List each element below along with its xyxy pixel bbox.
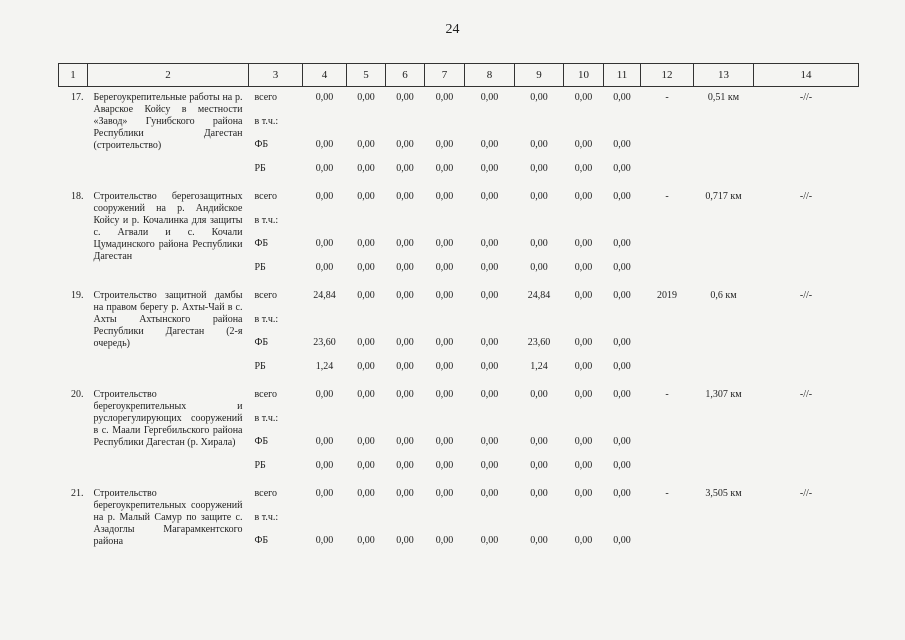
- value-cell: 0,00: [530, 92, 548, 103]
- value-cell: 0,00: [315, 488, 334, 499]
- value-cell: [303, 116, 347, 140]
- funding-source-label: ФБ: [254, 238, 269, 249]
- value-cell: [515, 512, 564, 536]
- value-column-5: [347, 87, 386, 187]
- value-cell: 0,00: [574, 360, 593, 372]
- value-cell: [386, 512, 425, 536]
- value-cell: [515, 314, 564, 338]
- header-cell-6: 6: [386, 64, 425, 87]
- completion-year: -: [665, 389, 669, 400]
- value-cell: 0,00: [435, 488, 454, 499]
- value-cell: [425, 215, 465, 239]
- header-cell-13: 13: [694, 64, 754, 87]
- value-column-9: [515, 87, 564, 187]
- object-name: Берегоукрепительные работы на р. Аварское Койсу в местности «Завод» Гунибского района Республики Дагестан (строительство): [93, 92, 243, 151]
- value-column-9: [515, 384, 564, 483]
- funding-source-label: РБ: [254, 162, 266, 174]
- value-column-4: [303, 384, 347, 483]
- funding-source-labels: [249, 483, 303, 560]
- value-cell: 0,00: [396, 191, 414, 202]
- value-cell: 0,00: [396, 261, 414, 273]
- row-number: 21.: [71, 488, 84, 499]
- value-cell: 24,84: [527, 290, 551, 301]
- value-cell: [604, 215, 641, 239]
- value-cell: 0,00: [480, 389, 499, 400]
- value-cell: 0,00: [613, 459, 631, 471]
- value-cell: 23,60: [527, 337, 551, 348]
- value-cell: [386, 215, 425, 239]
- value-cell: 0,00: [613, 92, 631, 103]
- funding-source-label: в т.ч.:: [254, 412, 279, 424]
- value-cell: 0,00: [396, 488, 414, 499]
- value-cell: 0,00: [530, 535, 548, 546]
- funding-source-label: в т.ч.:: [254, 115, 279, 127]
- value-cell: 0,00: [315, 389, 334, 400]
- note: -//-: [799, 191, 813, 202]
- value-cell: 0,00: [396, 535, 414, 546]
- value-cell: [604, 116, 641, 140]
- value-cell: [465, 215, 515, 239]
- funding-source-label: в т.ч.:: [254, 214, 279, 226]
- header-row: [59, 64, 859, 87]
- value-column-5: [347, 384, 386, 483]
- page-number: 24: [445, 22, 460, 37]
- value-cell: [465, 413, 515, 437]
- value-cell: [604, 314, 641, 338]
- header-cell-10: 10: [564, 64, 604, 87]
- value-cell: 0,00: [574, 139, 593, 150]
- value-cell: 0,00: [574, 488, 593, 499]
- value-cell: 0,00: [530, 261, 548, 273]
- value-cell: [347, 215, 386, 239]
- value-column-9: [515, 186, 564, 285]
- value-cell: 0,00: [435, 459, 454, 471]
- value-cell: [303, 512, 347, 536]
- value-cell: 0,00: [480, 191, 499, 202]
- value-cell: 0,00: [396, 360, 414, 372]
- value-cell: 0,00: [574, 162, 593, 174]
- funding-source-label: РБ: [254, 459, 266, 471]
- value-cell: 0,00: [435, 191, 454, 202]
- value-cell: [564, 512, 604, 536]
- capacity: 1,307 км: [705, 389, 742, 400]
- value-cell: 0,00: [435, 261, 454, 273]
- value-column-4: [303, 186, 347, 285]
- value-cell: 24,84: [313, 290, 336, 301]
- value-column-6: [386, 285, 425, 384]
- value-column-6: [386, 186, 425, 285]
- value-cell: [564, 116, 604, 140]
- value-cell: 0,00: [396, 337, 414, 348]
- value-cell: [386, 116, 425, 140]
- value-column-11: [604, 483, 641, 560]
- value-cell: [347, 116, 386, 140]
- value-column-9: [515, 285, 564, 384]
- funding-source-label: всего: [254, 92, 278, 103]
- value-cell: 23,60: [313, 337, 336, 348]
- value-cell: [465, 116, 515, 140]
- value-cell: 0,00: [613, 337, 631, 348]
- table-body: [59, 87, 859, 561]
- value-cell: 0,00: [396, 92, 414, 103]
- value-column-10: [564, 285, 604, 384]
- funding-source-label: ФБ: [254, 436, 269, 447]
- value-cell: 0,00: [613, 535, 631, 546]
- funding-source-labels: [249, 285, 303, 384]
- row-number: 20.: [71, 389, 84, 400]
- value-column-5: [347, 285, 386, 384]
- value-cell: 0,00: [574, 238, 593, 249]
- value-cell: 0,00: [613, 389, 631, 400]
- object-name: Строительство берегозащитных сооружений на р. Андийское Койсу и р. Кочалинка для защиты с. Агвали и с. Кочали Цумадинского района Республики Дагестан: [93, 191, 243, 262]
- value-cell: 0,00: [574, 261, 593, 273]
- object-name: Строительство берегоукрепительных и руслорегулирующих сооружений в с. Маали Гергебильского района Республики Дагестан (р. Хирала): [93, 389, 243, 448]
- value-cell: 0,00: [357, 261, 375, 273]
- header-cell-7: 7: [425, 64, 465, 87]
- value-cell: 0,00: [480, 238, 499, 249]
- value-column-7: [425, 186, 465, 285]
- funding-source-labels: [249, 384, 303, 483]
- table-row: [59, 87, 859, 187]
- funding-source-label: РБ: [254, 360, 266, 372]
- budget-table-container: [58, 63, 858, 560]
- value-cell: 0,00: [480, 337, 499, 348]
- value-cell: 0,00: [357, 459, 375, 471]
- value-cell: [465, 512, 515, 536]
- value-cell: 0,00: [435, 337, 454, 348]
- value-cell: 1,24: [315, 360, 334, 372]
- value-column-10: [564, 384, 604, 483]
- value-cell: 0,00: [574, 337, 593, 348]
- value-cell: 0,00: [613, 436, 631, 447]
- value-cell: 0,00: [357, 238, 375, 249]
- value-column-11: [604, 285, 641, 384]
- row-number: 17.: [71, 92, 84, 103]
- value-column-8: [465, 186, 515, 285]
- header-cell-3: 3: [249, 64, 303, 87]
- value-cell: [604, 413, 641, 437]
- table-header: [59, 64, 859, 87]
- object-name: Строительство берегоукрепительных сооружений на р. Малый Самур по защите с. Азадоглы Магарамкентского района: [93, 488, 243, 547]
- value-column-6: [386, 483, 425, 560]
- value-cell: 0,00: [435, 535, 454, 546]
- value-cell: 0,00: [435, 290, 454, 301]
- value-cell: 0,00: [396, 139, 414, 150]
- value-cell: 0,00: [435, 360, 454, 372]
- value-column-6: [386, 384, 425, 483]
- funding-source-labels: [249, 186, 303, 285]
- funding-source-label: всего: [254, 290, 278, 301]
- value-cell: [347, 512, 386, 536]
- value-cell: [303, 413, 347, 437]
- funding-source-label: РБ: [254, 261, 266, 273]
- capacity: 0,51 км: [707, 92, 740, 103]
- capacity: 0,6 км: [710, 290, 737, 301]
- value-cell: [465, 314, 515, 338]
- value-column-10: [564, 483, 604, 560]
- value-cell: [303, 314, 347, 338]
- value-cell: 0,00: [613, 261, 631, 273]
- value-cell: 0,00: [396, 238, 414, 249]
- value-column-11: [604, 186, 641, 285]
- value-cell: 0,00: [315, 535, 334, 546]
- value-cell: 0,00: [435, 92, 454, 103]
- value-column-5: [347, 483, 386, 560]
- value-cell: [425, 314, 465, 338]
- completion-year: 2019: [657, 290, 677, 301]
- value-cell: 0,00: [574, 92, 593, 103]
- value-cell: 0,00: [315, 92, 334, 103]
- value-cell: 0,00: [357, 92, 375, 103]
- value-column-8: [465, 483, 515, 560]
- value-cell: 0,00: [530, 436, 548, 447]
- funding-source-label: всего: [254, 191, 278, 202]
- header-cell-11: 11: [604, 64, 641, 87]
- value-cell: 0,00: [480, 290, 499, 301]
- value-cell: 0,00: [530, 139, 548, 150]
- value-column-5: [347, 186, 386, 285]
- value-column-7: [425, 483, 465, 560]
- value-cell: [564, 314, 604, 338]
- header-cell-1: 1: [59, 64, 88, 87]
- value-column-4: [303, 87, 347, 187]
- value-cell: 0,00: [357, 162, 375, 174]
- note: -//-: [799, 92, 813, 103]
- funding-source-label: ФБ: [254, 337, 269, 348]
- value-cell: 0,00: [480, 92, 499, 103]
- table-row: [59, 483, 859, 560]
- value-column-6: [386, 87, 425, 187]
- value-cell: 0,00: [613, 139, 631, 150]
- value-cell: 0,00: [574, 535, 593, 546]
- value-cell: 0,00: [357, 436, 375, 447]
- value-column-9: [515, 483, 564, 560]
- value-cell: 0,00: [435, 436, 454, 447]
- value-cell: [425, 413, 465, 437]
- value-cell: 0,00: [530, 238, 548, 249]
- value-cell: 0,00: [357, 139, 375, 150]
- value-cell: 0,00: [315, 162, 334, 174]
- value-cell: [303, 215, 347, 239]
- funding-source-label: в т.ч.:: [254, 313, 279, 325]
- value-cell: 0,00: [435, 139, 454, 150]
- value-cell: 0,00: [613, 191, 631, 202]
- value-cell: 0,00: [480, 535, 499, 546]
- table-row: [59, 384, 859, 483]
- value-cell: 0,00: [315, 261, 334, 273]
- funding-source-label: ФБ: [254, 535, 269, 546]
- value-cell: 0,00: [613, 162, 631, 174]
- value-cell: 0,00: [357, 191, 375, 202]
- value-cell: 0,00: [396, 162, 414, 174]
- value-cell: 0,00: [435, 162, 454, 174]
- capacity: 0,717 км: [705, 191, 742, 202]
- value-cell: 0,00: [574, 459, 593, 471]
- table-row: [59, 285, 859, 384]
- funding-source-label: всего: [254, 488, 278, 499]
- value-cell: [564, 215, 604, 239]
- completion-year: -: [665, 488, 669, 499]
- note: -//-: [799, 389, 813, 400]
- capacity: 3,505 км: [705, 488, 742, 499]
- value-cell: 0,00: [357, 389, 375, 400]
- value-cell: 0,00: [480, 139, 499, 150]
- value-cell: 0,00: [480, 488, 499, 499]
- value-cell: 0,00: [574, 191, 593, 202]
- value-column-8: [465, 384, 515, 483]
- value-column-7: [425, 384, 465, 483]
- header-cell-4: 4: [303, 64, 347, 87]
- value-cell: 0,00: [613, 290, 631, 301]
- value-cell: [604, 512, 641, 536]
- value-cell: 0,00: [357, 337, 375, 348]
- note: -//-: [799, 488, 813, 499]
- value-cell: 0,00: [480, 436, 499, 447]
- value-cell: [347, 413, 386, 437]
- header-cell-2: 2: [88, 64, 249, 87]
- value-cell: [515, 215, 564, 239]
- object-name: Строительство защитной дамбы на правом берегу р. Ахты-Чай в с. Ахты Ахтынского района Республики Дагестан (2-я очередь): [93, 290, 243, 349]
- value-cell: [515, 116, 564, 140]
- value-cell: 0,00: [480, 360, 499, 372]
- funding-source-label: в т.ч.:: [254, 511, 279, 523]
- value-column-4: [303, 483, 347, 560]
- header-cell-8: 8: [465, 64, 515, 87]
- value-column-10: [564, 186, 604, 285]
- value-cell: 0,00: [530, 459, 548, 471]
- value-cell: [386, 314, 425, 338]
- value-cell: 0,00: [396, 436, 414, 447]
- value-cell: 0,00: [480, 459, 499, 471]
- value-cell: 0,00: [315, 436, 334, 447]
- value-cell: 0,00: [357, 535, 375, 546]
- value-cell: 0,00: [530, 191, 548, 202]
- value-column-11: [604, 87, 641, 187]
- value-cell: 0,00: [357, 290, 375, 301]
- value-cell: [515, 413, 564, 437]
- value-cell: 0,00: [396, 389, 414, 400]
- value-column-7: [425, 285, 465, 384]
- value-cell: 0,00: [435, 389, 454, 400]
- funding-source-label: ФБ: [254, 139, 269, 150]
- funding-source-label: всего: [254, 389, 278, 400]
- funding-source-labels: [249, 87, 303, 187]
- value-cell: 0,00: [530, 162, 548, 174]
- value-column-11: [604, 384, 641, 483]
- row-number: 18.: [71, 191, 84, 202]
- value-column-8: [465, 285, 515, 384]
- value-cell: [425, 116, 465, 140]
- value-cell: 0,00: [315, 238, 334, 249]
- header-cell-9: 9: [515, 64, 564, 87]
- value-cell: 0,00: [613, 488, 631, 499]
- value-cell: 0,00: [357, 360, 375, 372]
- value-cell: [386, 413, 425, 437]
- value-cell: 0,00: [315, 139, 334, 150]
- value-cell: 0,00: [530, 488, 548, 499]
- value-column-8: [465, 87, 515, 187]
- value-cell: 0,00: [480, 162, 499, 174]
- value-cell: [347, 314, 386, 338]
- header-cell-14: 14: [754, 64, 859, 87]
- value-cell: 0,00: [357, 488, 375, 499]
- value-cell: 0,00: [435, 238, 454, 249]
- value-column-10: [564, 87, 604, 187]
- value-cell: 0,00: [480, 261, 499, 273]
- value-cell: 0,00: [315, 459, 334, 471]
- value-cell: 0,00: [574, 436, 593, 447]
- header-cell-12: 12: [641, 64, 694, 87]
- value-cell: 0,00: [574, 290, 593, 301]
- header-cell-5: 5: [347, 64, 386, 87]
- completion-year: -: [665, 191, 669, 202]
- value-cell: 0,00: [396, 290, 414, 301]
- value-cell: 0,00: [613, 360, 631, 372]
- value-cell: 0,00: [574, 389, 593, 400]
- value-cell: 0,00: [396, 459, 414, 471]
- value-cell: 0,00: [530, 389, 548, 400]
- completion-year: -: [665, 92, 669, 103]
- budget-table: [58, 63, 859, 560]
- row-number: 19.: [71, 290, 84, 301]
- value-cell: 1,24: [530, 360, 548, 372]
- table-row: [59, 186, 859, 285]
- note: -//-: [799, 290, 813, 301]
- value-column-4: [303, 285, 347, 384]
- value-cell: 0,00: [613, 238, 631, 249]
- value-column-7: [425, 87, 465, 187]
- value-cell: [564, 413, 604, 437]
- value-cell: [425, 512, 465, 536]
- value-cell: 0,00: [315, 191, 334, 202]
